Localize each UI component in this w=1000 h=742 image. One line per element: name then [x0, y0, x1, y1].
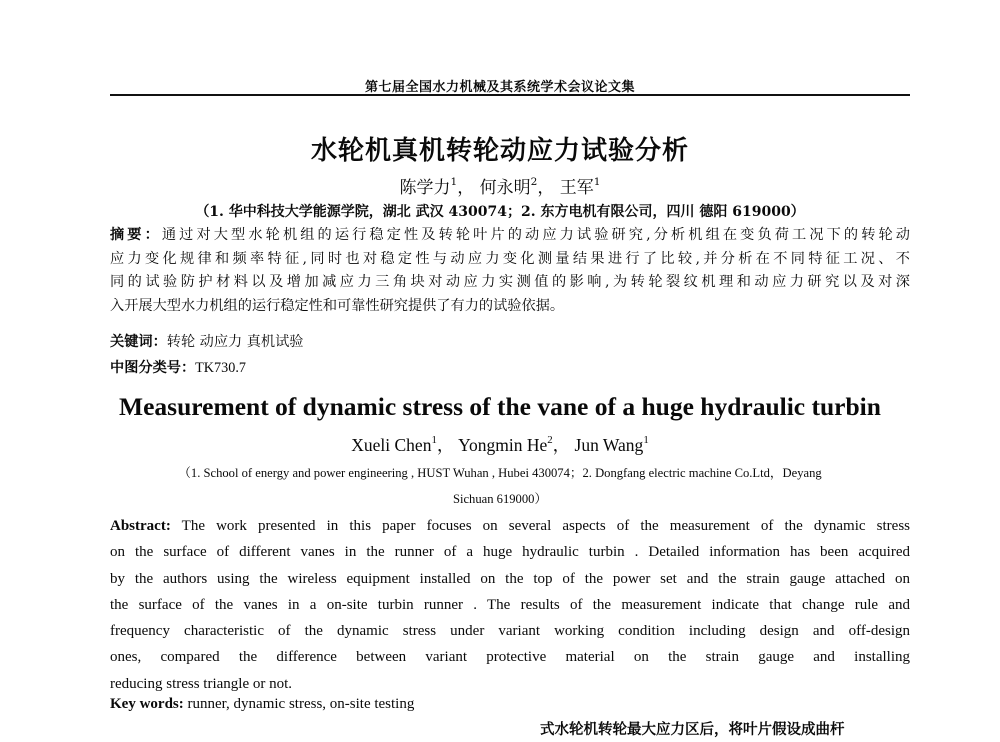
author-en: Jun Wang — [574, 435, 644, 455]
affiliation-en-line-1: （1. School of energy and power engineering , HUST Wuhan , Hubei 430074；2. Dongfang electric machine Co.Ltd，Deyang — [178, 466, 822, 480]
abstract-cn-line: 同的试验防护材料以及增加减应力三角块对动应力实测值的影响,为转轮裂纹机理和动应力研究以及对深 — [110, 274, 910, 291]
header-rule — [110, 94, 910, 96]
abstract-en-line: reducing stress triangle or not. — [110, 675, 293, 692]
classification-cn-value: TK730.7 — [195, 360, 246, 376]
author-cn: 王军 — [559, 178, 594, 198]
keywords-cn-label: 关键词： — [110, 334, 167, 350]
authors-cn: 陈学力$^1$， 何永明$^2$， 王军$^1$ — [399, 176, 601, 198]
abstract-en-line: Abstract: The work presented in this paper focuses on several aspects of the measurement of the dynamic stress — [110, 518, 910, 534]
author-en: Yongmin He — [458, 435, 548, 455]
abstract-en — [110, 513, 910, 697]
abstract-en-line: ones, compared the difference between variant protective material on the strain gauge and installing — [110, 649, 910, 666]
abstract-cn — [110, 224, 910, 318]
author-affil-mark: 1 — [593, 176, 601, 189]
abstract-en-label: Abstract: — [110, 518, 171, 534]
author-cn: 何永明 — [479, 178, 531, 198]
classification-cn-label: 中图分类号： — [110, 360, 196, 376]
abstract-en-line: on the surface of different vanes in the runner of a huge hydraulic turbin . Detailed information has been acquired — [110, 544, 910, 561]
abstract-cn-line: 应力变化规律和频率特征,同时也对稳定性与动应力变化测量结果进行了比较,并分析在不同特征工况、不 — [110, 250, 910, 267]
abstract-cn-line: 摘要：通过对大型水轮机组的运行稳定性及转轮叶片的动应力试验研究,分析机组在变负荷工况下的转轮动 — [110, 227, 910, 243]
keywords-en-value: runner, dynamic stress, on-site testing — [183, 696, 415, 712]
author-cn: 陈学力 — [399, 178, 451, 198]
author-en: Xueli Chen — [351, 435, 432, 455]
author-affil-mark: 2 — [530, 176, 538, 189]
running-header: 第七届全国水力机械及其系统学术会议论文集 — [364, 80, 635, 95]
paper-title-cn: 水轮机真机转轮动应力试验分析 — [310, 136, 689, 166]
abstract-en-line: frequency characteristic of the dynamic stress under variant working condition including design and off-design — [110, 623, 910, 640]
author-affil-mark: 2 — [547, 434, 553, 447]
abstract-cn-label: 摘要： — [110, 227, 162, 243]
keywords-en — [110, 696, 414, 713]
author-affil-mark: 1 — [450, 176, 458, 189]
abstract-en-line: the surface of the vanes in a on-site turbin runner . The results of the measurement indicate that change rule and — [110, 596, 910, 613]
keywords-en-label: Key words: — [110, 696, 184, 712]
abstract-en-line: by the authors using the wireless equipment installed on the top of the power set and the strain gauge attached on — [110, 570, 910, 587]
classification-cn — [110, 357, 246, 377]
authors-en: Xueli Chen$^1$， Yongmin He$^2$， Jun Wang$^1$ — [351, 434, 649, 455]
keywords-cn — [110, 331, 303, 351]
body-text-fragment: 式水轮机转轮最大应力区后，将叶片假设成曲杆 — [540, 721, 845, 738]
affiliation-cn: （1. 华中科技大学能源学院，湖北 武汉 430074；2. 东方电机有限公司，四川 德阳 619000） — [195, 204, 805, 220]
paper-title-en: Measurement of dynamic stress of the vane of a huge hydraulic turbin — [119, 392, 881, 421]
affiliation-en-line-2: Sichuan 619000） — [452, 492, 548, 506]
author-affil-mark: 1 — [431, 434, 437, 447]
keywords-cn-value: 转轮 动应力 真机试验 — [166, 334, 304, 350]
abstract-cn-line: 入开展大型水力机组的运行稳定性和可靠性研究提供了有力的试验依据。 — [110, 297, 565, 314]
author-affil-mark: 1 — [643, 434, 649, 447]
